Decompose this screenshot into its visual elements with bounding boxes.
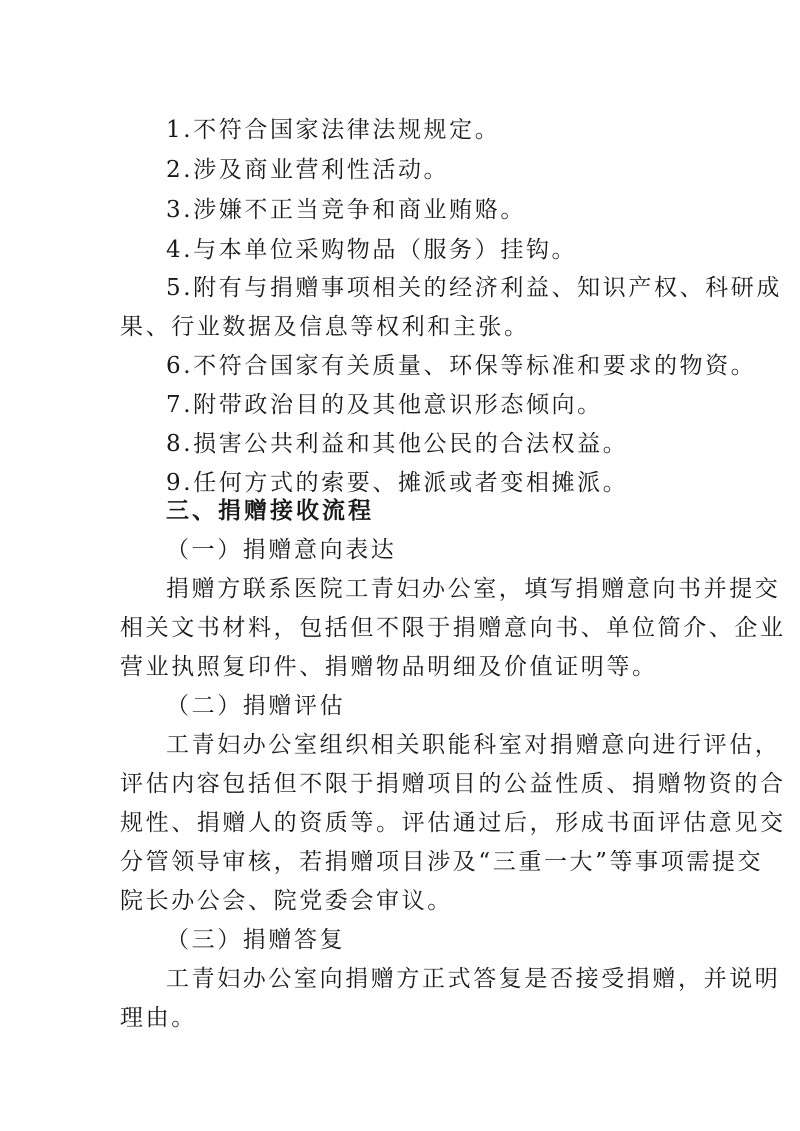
subsection-3-title: （三）捐赠答复	[166, 927, 346, 953]
subsection-2-title: （二）捐赠评估	[166, 693, 346, 719]
list-item-5-continued: 果、行业数据及信息等权利和主张。	[120, 314, 530, 340]
list-item-6: 6.不符合国家有关质量、环保等标准和要求的物资。	[166, 353, 757, 379]
subsection-1-title: （一）捐赠意向表达	[166, 537, 397, 563]
subsection-2-line-2: 评估内容包括但不限于捐赠项目的公益性质、捐赠物资的合	[120, 771, 786, 797]
subsection-3-line-2: 理由。	[120, 1005, 197, 1031]
list-item-9: 9.任何方式的索要、摊派或者变相摊派。	[166, 470, 629, 496]
subsection-1-line-2: 相关文书材料，包括但不限于捐赠意向书、单位简介、企业	[120, 615, 786, 641]
subsection-2-line-4: 分管领导审核，若捐赠项目涉及“三重一大”等事项需提交	[120, 849, 764, 875]
list-item-8: 8.损害公共利益和其他公民的合法权益。	[166, 431, 629, 457]
subsection-1-line-3: 营业执照复印件、捐赠物品明细及价值证明等。	[120, 654, 658, 680]
list-item-3: 3.涉嫌不正当竞争和商业贿赂。	[166, 197, 526, 223]
subsection-3-line-1: 工青妇办公室向捐赠方正式答复是否接受捐赠，并说明	[166, 966, 781, 992]
list-item-7: 7.附带政治目的及其他意识形态倾向。	[166, 392, 603, 418]
list-item-1: 1.不符合国家法律法规规定。	[166, 117, 501, 143]
section-heading: 三、捐赠接收流程	[166, 498, 374, 524]
subsection-2-line-5: 院长办公会、院党委会审议。	[120, 888, 453, 914]
list-item-2: 2.涉及商业营利性活动。	[166, 157, 450, 183]
subsection-1-line-1: 捐赠方联系医院工青妇办公室，填写捐赠意向书并提交	[166, 576, 781, 602]
list-item-5: 5.附有与捐赠事项相关的经济利益、知识产权、科研成	[166, 275, 782, 301]
list-item-4: 4.与本单位采购物品（服务）挂钩。	[166, 237, 578, 263]
subsection-2-line-1: 工青妇办公室组织相关职能科室对捐赠意向进行评估，	[166, 732, 781, 758]
subsection-2-line-3: 规性、捐赠人的资质等。评估通过后，形成书面评估意见交	[120, 810, 786, 836]
